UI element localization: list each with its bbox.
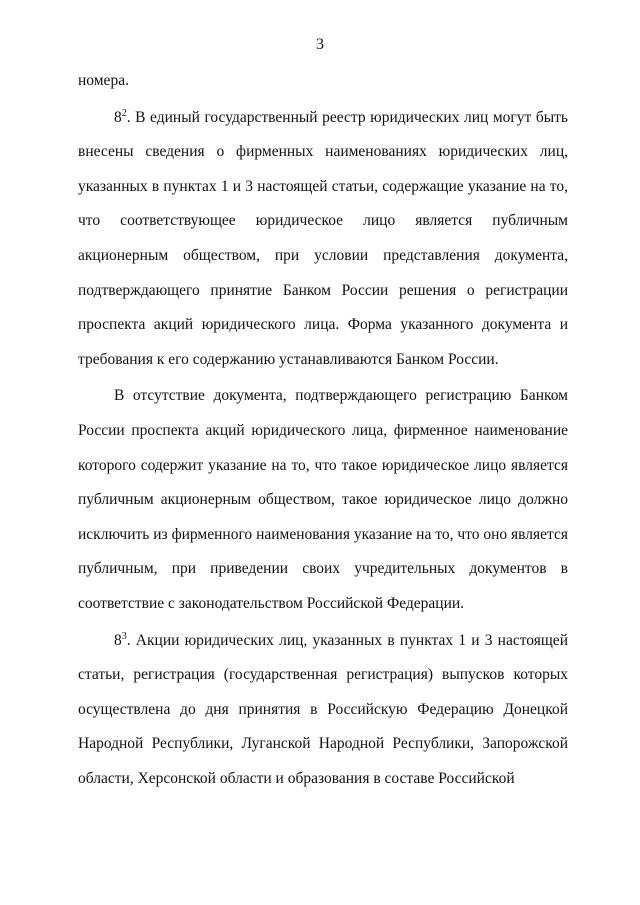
paragraph-text: В отсутствие документа, подтверждающего регистрацию Банком России проспекта акций юридического лица, фирменное наименование которого содержит указание на то, что такое юридическое лицо является публичным акционерным обществом, такое юридическое лицо должно исключить из фирменного наименования указание на то, что оно является публичным, при приведении своих учредительных документов в соответствие с законодательством Российской Федерации. xyxy=(78,387,568,612)
clause-number: 8 xyxy=(114,108,122,126)
page-number: 3 xyxy=(316,36,324,53)
paragraph-continuation xyxy=(78,64,568,99)
paragraph-text: . Акции юридических лиц, указанных в пунктах 1 и 3 настоящей статьи, регистрация (государственная регистрация) выпусков которых осуществлена до дня принятия в Российскую Федерацию Донецкой Народной Республики, Луганской Народной Республики, Запорожской области, Херсонской области и образования в составе Российской xyxy=(78,631,568,787)
clause-number: 8 xyxy=(114,631,122,649)
clause-superscript: 2 xyxy=(121,107,127,119)
paragraph-8-3 xyxy=(78,624,568,797)
paragraph-8-2 xyxy=(78,101,568,378)
clause-superscript: 3 xyxy=(121,630,127,642)
paragraph-absence-of-document xyxy=(78,379,568,621)
document-body xyxy=(78,64,568,796)
paragraph-text: номера. xyxy=(78,72,129,89)
paragraph-text: . В единый государственный реестр юридических лиц могут быть внесены сведения о фирменных наименованиях юридических лиц, указанных в пунктах 1 и 3 настоящей статьи, содержащие указание на то, что соответствующее юридическое лицо является публичным акционерным обществом, при условии представления документа, подтверждающего принятие Банком России решения о регистрации проспекта акций юридического лица. Форма указанного документа и требования к его содержанию устанавливаются Банком России. xyxy=(78,108,568,368)
